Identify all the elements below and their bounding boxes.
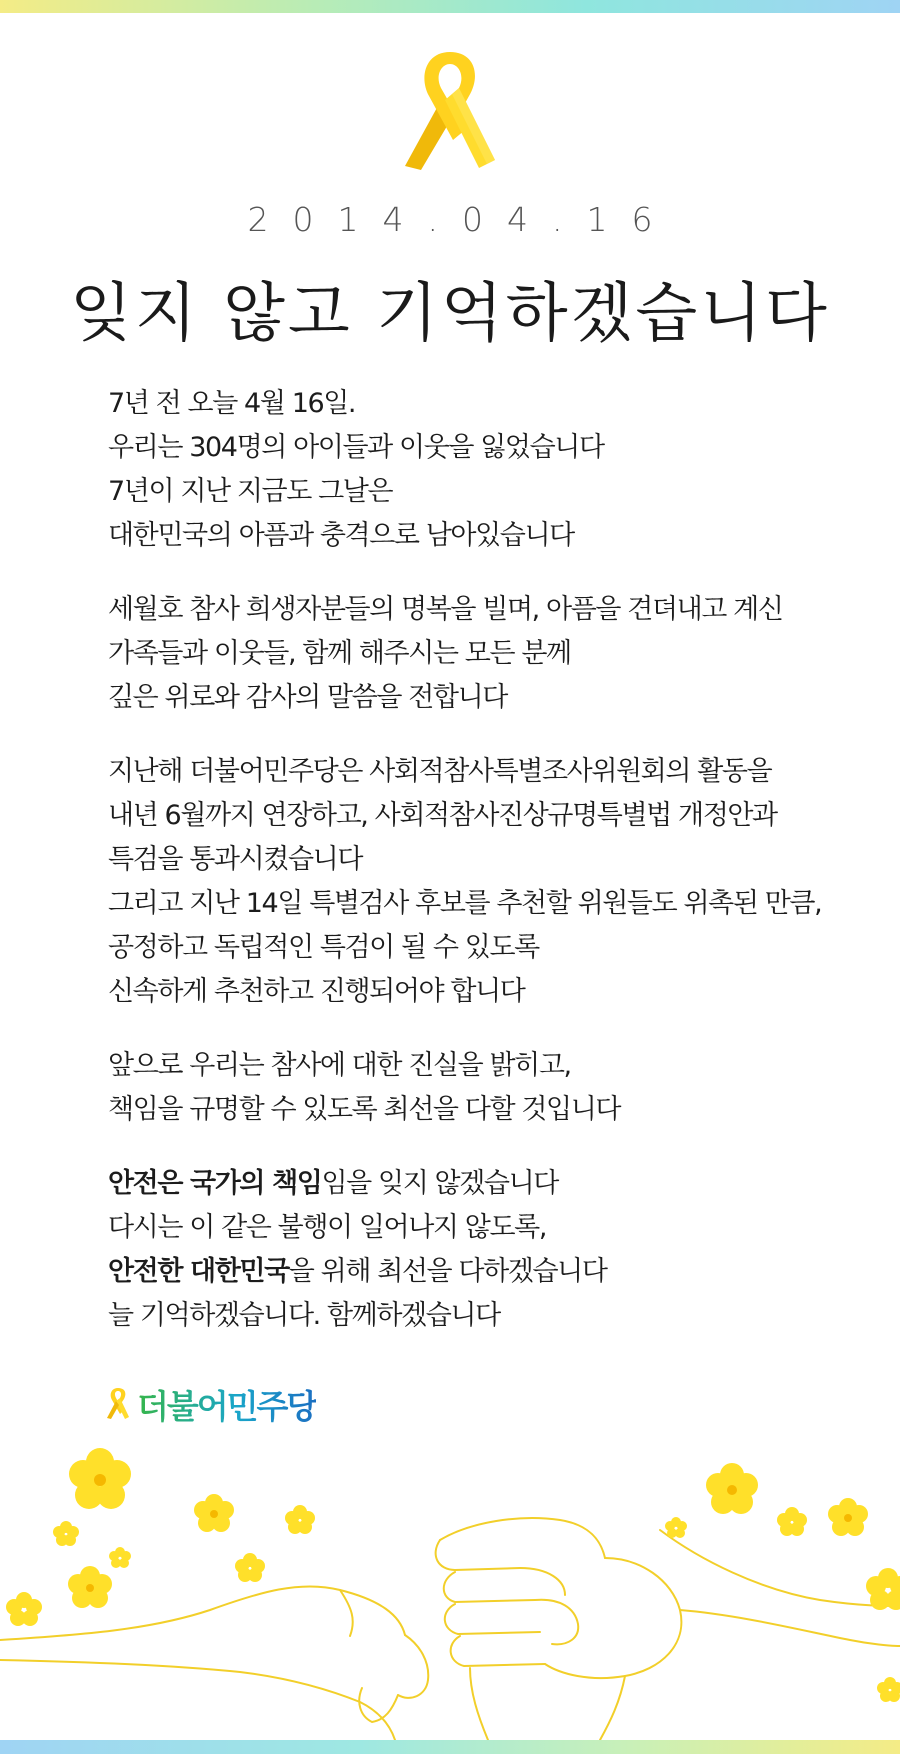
message-line: 공정하고 독립적인 특검이 될 수 있도록	[108, 932, 539, 963]
line-rest: 임을 잊지 않겠습니다	[321, 1168, 558, 1199]
message-line: 늘 기억하겠습니다. 함께하겠습니다	[108, 1300, 500, 1331]
page-headline: 잊지 않고 기억하겠습니다	[70, 277, 830, 351]
bottom-gradient-band	[0, 1740, 900, 1754]
message-line: 지난해 더불어민주당은 사회적참사특별조사위원회의 활동을	[108, 756, 772, 787]
top-gradient-band	[0, 0, 900, 13]
message-line: 그리고 지난 14일 특별검사 후보를 추천할 위원들도 위촉된 만큼,	[108, 888, 822, 919]
paragraph-1	[108, 382, 848, 558]
bold-phrase: 안전은 국가의 책임	[108, 1168, 322, 1199]
yellow-ribbon-icon	[105, 1387, 131, 1421]
message-line: 가족들과 이웃들, 함께 해주시는 모든 분께	[108, 638, 571, 669]
hands-flower-illustration	[0, 1440, 900, 1740]
message-line: 신속하게 추천하고 진행되어야 합니다	[108, 976, 525, 1007]
paragraph-5	[108, 1162, 848, 1338]
party-name: 더불어민주당	[137, 1381, 316, 1428]
party-logo	[105, 1384, 316, 1424]
message-line	[108, 1162, 848, 1206]
message-line: 특검을 통과시켰습니다	[108, 844, 363, 875]
message-line: 앞으로 우리는 참사에 대한 진실을 밝히고,	[108, 1050, 571, 1081]
message-line	[108, 1250, 848, 1294]
message-line: 깊은 위로와 감사의 말씀을 전합니다	[108, 682, 507, 713]
memorial-date: 2014.04.16	[247, 200, 677, 239]
message-line: 내년 6월까지 연장하고, 사회적참사진상규명특별법 개정안과	[108, 800, 777, 831]
message-line: 7년 전 오늘 4월 16일.	[108, 388, 356, 419]
message-line: 다시는 이 같은 불행이 일어나지 않도록,	[108, 1212, 547, 1243]
paragraph-4	[108, 1044, 848, 1132]
message-line: 7년이 지난 지금도 그날은	[108, 476, 393, 507]
paragraph-2	[108, 588, 848, 720]
message-body	[108, 382, 848, 1368]
bold-phrase: 안전한 대한민국	[108, 1256, 289, 1287]
message-line: 대한민국의 아픔과 충격으로 남아있습니다	[108, 520, 574, 551]
message-line: 세월호 참사 희생자분들의 명복을 빌며, 아픔을 견뎌내고 계신	[108, 594, 783, 625]
message-line: 우리는 304명의 아이들과 이웃을 잃었습니다	[108, 432, 604, 463]
line-rest: 을 위해 최선을 다하겠습니다	[288, 1256, 607, 1287]
message-line: 책임을 규명할 수 있도록 최선을 다할 것입니다	[108, 1094, 621, 1125]
yellow-ribbon-icon	[395, 48, 505, 178]
paragraph-3	[108, 750, 848, 1014]
